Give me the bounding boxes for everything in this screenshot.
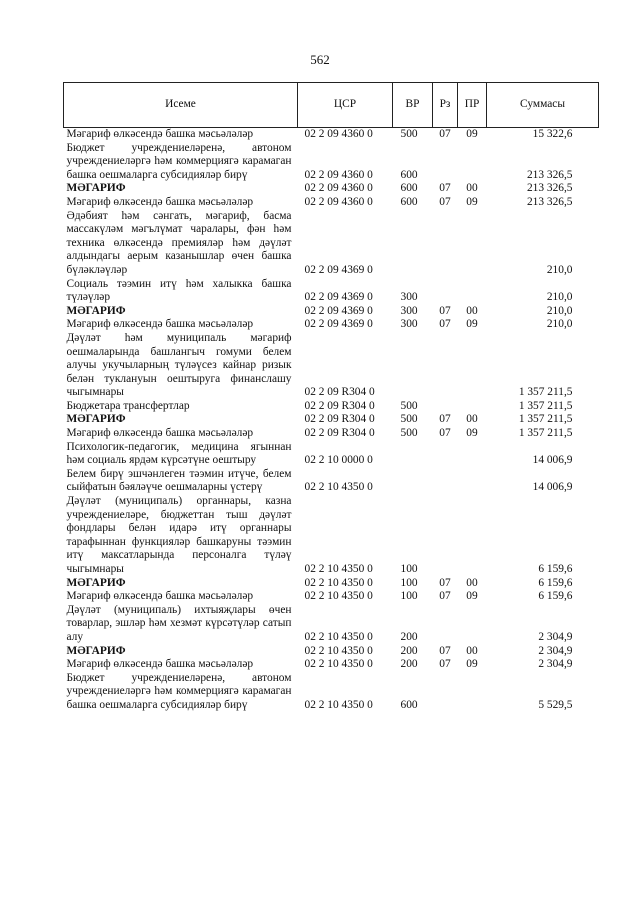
cell-rz: [433, 441, 458, 468]
cell-csr: 02 2 10 4350 0: [304, 658, 373, 671]
cell-pr: [458, 400, 487, 414]
cell-name: Мәгариф өлкәсендә башка мәсьәләләр: [66, 427, 254, 440]
cell-name: Мәгариф өлкәсендә башка мәсьәләләр: [66, 318, 254, 331]
cell-name: Белем бирү эшчәнлеген тәэмин итүче, белем сыйфатын бәяләүче оешмаларны үстерү: [66, 467, 292, 494]
cell-pr: 09: [466, 128, 478, 140]
cell-pr: 00: [466, 182, 478, 195]
cell-pr: 00: [466, 576, 478, 589]
cell-vr: 500: [400, 427, 418, 440]
cell-sum: 1 357 211,5: [518, 413, 573, 426]
cell-sum: 2 304,9: [538, 630, 573, 643]
cell-csr: 02 2 09 R304 0: [304, 386, 375, 399]
cell-rz: [433, 495, 458, 577]
table-row: [64, 590, 599, 604]
cell-pr: [458, 210, 487, 278]
page-number: 562: [310, 52, 330, 67]
cell-csr: 02 2 09 4369 0: [304, 291, 373, 304]
cell-pr: [458, 278, 487, 305]
cell-name: Мәгариф өлкәсендә башка мәсьәләләр: [66, 128, 254, 140]
cell-pr: [458, 441, 487, 468]
cell-sum: 213 326,5: [526, 182, 573, 195]
cell-csr: 02 2 09 4369 0: [304, 263, 373, 276]
cell-rz: [433, 332, 458, 400]
cell-pr: 09: [466, 590, 478, 603]
cell-rz: [433, 142, 458, 183]
cell-pr: [458, 142, 487, 183]
cell-rz: [433, 604, 458, 645]
cell-rz: [433, 210, 458, 278]
cell-csr: 02 2 09 4360 0: [304, 182, 373, 195]
cell-csr: 02 2 10 4350 0: [304, 630, 373, 643]
cell-csr: 02 2 10 4350 0: [304, 563, 373, 575]
cell-rz: [433, 278, 458, 305]
cell-name: Социаль тәэмин итү һәм халыкка башка түләүләр: [66, 277, 292, 304]
cell-csr: 02 2 10 4350 0: [304, 590, 373, 603]
table-row: [64, 577, 599, 591]
header-csr: ЦСР: [298, 83, 393, 128]
table-row: [64, 604, 599, 645]
cell-sum: 213 326,5: [526, 195, 573, 208]
cell-vr: [393, 332, 433, 400]
cell-rz: 07: [439, 195, 451, 208]
cell-sum: 210,0: [546, 318, 573, 331]
cell-csr: 02 2 09 R304 0: [304, 427, 375, 440]
table-header: [64, 83, 599, 128]
cell-vr: [393, 441, 433, 468]
cell-vr: 100: [400, 576, 418, 589]
cell-sum: 210,0: [546, 291, 573, 304]
cell-name: Мәгариф өлкәсендә башка мәсьәләләр: [66, 195, 254, 208]
cell-sum: 2 304,9: [538, 658, 573, 671]
table-row: [64, 196, 599, 210]
cell-vr: 100: [400, 590, 418, 603]
table-row: [64, 672, 599, 713]
cell-csr: 02 2 09 4360 0: [304, 128, 373, 140]
cell-sum: 213 326,5: [526, 168, 573, 181]
cell-csr: 02 2 10 4350 0: [304, 481, 373, 494]
cell-rz: 07: [439, 658, 451, 671]
cell-vr: 500: [400, 399, 418, 412]
cell-vr: 600: [400, 182, 418, 195]
cell-pr: 09: [466, 195, 478, 208]
cell-pr: [458, 672, 487, 713]
table-row: [64, 305, 599, 319]
cell-sum: 15 322,6: [532, 128, 573, 140]
cell-name: Дәүләт (муниципаль) ихтыяҗлары өчен товарлар, эшләр һәм хезмәт күрсәтүләр сатып алу: [66, 603, 292, 643]
cell-sum: 6 159,6: [538, 576, 573, 589]
cell-csr: 02 2 09 R304 0: [304, 399, 375, 412]
cell-sum: 210,0: [546, 263, 573, 276]
cell-sum: 1 357 211,5: [518, 427, 573, 440]
cell-pr: 00: [466, 644, 478, 657]
cell-name: МӘГАРИФ: [66, 304, 126, 317]
header-row: [64, 83, 599, 128]
cell-vr: 500: [400, 128, 418, 140]
cell-name: Мәгариф өлкәсендә башка мәсьәләләр: [66, 590, 254, 603]
cell-rz: 07: [439, 644, 451, 657]
cell-vr: 600: [400, 698, 418, 711]
cell-pr: 09: [466, 318, 478, 331]
cell-csr: 02 2 10 4350 0: [304, 698, 373, 711]
cell-name: МӘГАРИФ: [66, 413, 126, 426]
cell-name: Бюджет учреждениеләренә, автоном учреждениеләргә һәм коммерциягә карамаган башка оешмаларга субсидияләр бирү: [66, 141, 292, 181]
cell-sum: 1 357 211,5: [518, 399, 573, 412]
cell-sum: 2 304,9: [538, 644, 573, 657]
cell-rz: [433, 672, 458, 713]
table-row: [64, 658, 599, 672]
cell-pr: 09: [466, 658, 478, 671]
table-row: [64, 645, 599, 659]
cell-rz: 07: [439, 182, 451, 195]
cell-sum: 5 529,5: [538, 698, 573, 711]
cell-vr: 600: [400, 195, 418, 208]
cell-csr: 02 2 10 4350 0: [304, 644, 373, 657]
cell-pr: 00: [466, 304, 478, 317]
cell-vr: 200: [400, 630, 418, 643]
cell-sum: 1 357 211,5: [518, 386, 573, 399]
cell-vr: 200: [400, 644, 418, 657]
table-row: [64, 278, 599, 305]
table-row: [64, 427, 599, 441]
cell-csr: 02 2 09 4369 0: [304, 318, 373, 331]
cell-csr: 02 2 09 4360 0: [304, 168, 373, 181]
cell-sum: 210,0: [546, 304, 573, 317]
cell-csr: 02 2 09 4369 0: [304, 304, 373, 317]
cell-rz: 07: [439, 413, 451, 426]
table-row: [64, 210, 599, 278]
cell-name: Дәүләт һәм муниципаль мәгариф оешмаларында башлангыч гомуми белем алучы укучыларның түләүсез кайнар ризык белән туклануын оештыруга финанслашу чыгымнары: [66, 331, 292, 399]
cell-sum: 14 006,9: [532, 454, 573, 467]
cell-vr: [393, 468, 433, 495]
table-row: [64, 495, 599, 577]
cell-pr: 09: [466, 427, 478, 440]
cell-name: МӘГАРИФ: [66, 182, 126, 195]
cell-vr: 500: [400, 413, 418, 426]
cell-name: Әдәбият һәм сәнгать, мәгариф, басма массакүләм мәгълүмат чаралары, фән һәм техника өлкәсендә премияләр һәм дәүләт алдындагы аерым казанышлар өчен башка бүләкләүләр: [66, 209, 292, 276]
table-row: [64, 142, 599, 183]
cell-sum: 6 159,6: [538, 590, 573, 603]
table-row: [64, 182, 599, 196]
header-rz: Рз: [433, 83, 458, 128]
cell-rz: 07: [439, 427, 451, 440]
cell-csr: 02 2 10 0000 0: [304, 454, 373, 467]
header-vr: ВР: [393, 83, 433, 128]
cell-name: Бюджет учреждениеләренә, автоном учреждениеләргә һәм коммерциягә карамаган башка оешмаларга субсидияләр бирү: [66, 671, 292, 711]
table-row: [64, 413, 599, 427]
table-row: [64, 400, 599, 414]
cell-rz: 07: [439, 318, 451, 331]
table-row: [64, 468, 599, 495]
cell-vr: 300: [400, 291, 418, 304]
cell-pr: 00: [466, 413, 478, 426]
table-body: [64, 128, 599, 713]
cell-pr: [458, 604, 487, 645]
table-row: [64, 332, 599, 400]
cell-sum: 14 006,9: [532, 481, 573, 494]
cell-csr: 02 2 09 R304 0: [304, 413, 375, 426]
header-sum: Суммасы: [487, 83, 599, 128]
cell-csr: 02 2 09 4360 0: [304, 195, 373, 208]
cell-rz: [433, 400, 458, 414]
cell-csr: 02 2 10 4350 0: [304, 576, 373, 589]
budget-table: [63, 82, 599, 713]
cell-name: Психологик-педагогик, медицина ягыннан һәм социаль ярдәм күрсәтүне оештыру: [66, 440, 292, 467]
header-pr: ПР: [458, 83, 487, 128]
cell-rz: [433, 468, 458, 495]
cell-name: МӘГАРИФ: [66, 644, 126, 657]
cell-rz: 07: [439, 304, 451, 317]
cell-name: Дәүләт (муниципаль) органнары, казна учреждениеләре, бюджеттан тыш дәүләт фондлары белән идарә итү органнары тарафыннан функцияләр башкаруны тәэмин итү максатларында персоналга түләү чыгымнары: [66, 495, 292, 575]
cell-name: Бюджетара трансфертлар: [66, 399, 190, 412]
table-row: [64, 128, 599, 142]
cell-name: МӘГАРИФ: [66, 576, 126, 589]
cell-vr: 100: [400, 563, 418, 575]
cell-name: Мәгариф өлкәсендә башка мәсьәләләр: [66, 658, 254, 671]
cell-vr: 300: [400, 318, 418, 331]
cell-vr: 300: [400, 304, 418, 317]
cell-rz: 07: [439, 590, 451, 603]
cell-vr: [393, 210, 433, 278]
cell-sum: 6 159,6: [538, 563, 573, 575]
cell-rz: 07: [439, 128, 451, 140]
cell-vr: 600: [400, 168, 418, 181]
cell-pr: [458, 332, 487, 400]
header-name: Исеме: [64, 83, 298, 128]
cell-rz: 07: [439, 576, 451, 589]
table-row: [64, 441, 599, 468]
cell-pr: [458, 468, 487, 495]
cell-pr: [458, 495, 487, 577]
cell-vr: 200: [400, 658, 418, 671]
table-row: [64, 318, 599, 332]
